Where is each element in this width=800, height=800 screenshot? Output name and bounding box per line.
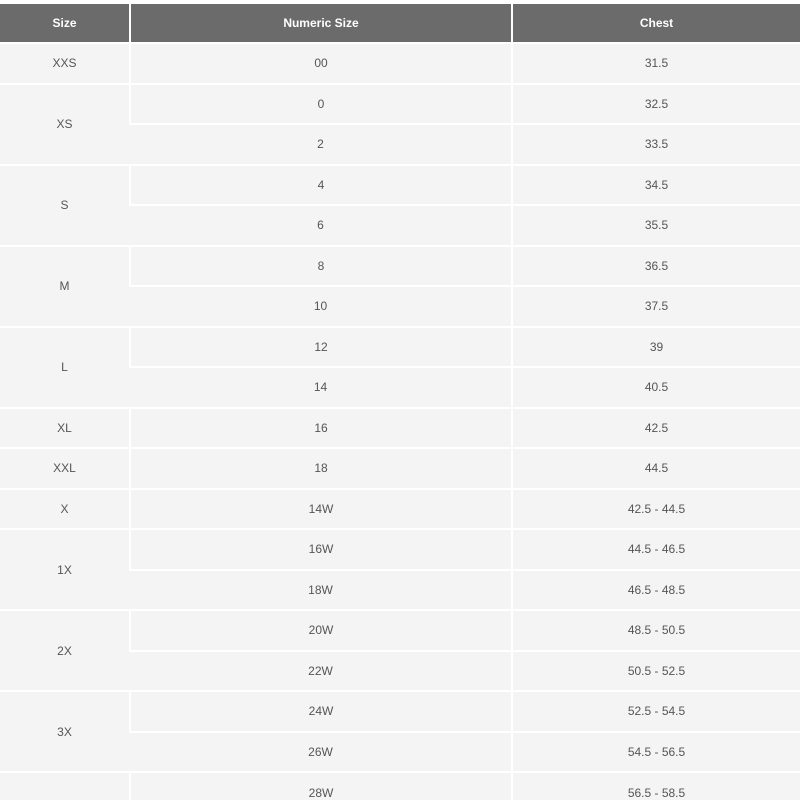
chest-cell: 34.5 xyxy=(512,165,800,206)
table-row xyxy=(0,43,800,84)
chest-cell: 48.5 - 50.5 xyxy=(512,610,800,651)
size-cell: XL xyxy=(0,408,130,449)
size-cell: S xyxy=(0,165,130,246)
numeric-size-column-header: Numeric Size xyxy=(130,2,512,43)
numeric-size-cell: 18 xyxy=(130,448,512,489)
chest-cell: 56.5 - 58.5 xyxy=(512,772,800,800)
chest-cell: 33.5 xyxy=(512,124,800,165)
size-cell: X xyxy=(0,489,130,530)
size-column-header: Size xyxy=(0,2,130,43)
size-cell xyxy=(0,772,130,800)
numeric-size-cell: 18W xyxy=(130,570,512,611)
table-row xyxy=(0,529,800,570)
chest-cell: 37.5 xyxy=(512,286,800,327)
chest-cell: 39 xyxy=(512,327,800,368)
numeric-size-cell: 12 xyxy=(130,327,512,368)
table-row xyxy=(0,84,800,125)
size-cell: 3X xyxy=(0,691,130,772)
chest-cell: 44.5 xyxy=(512,448,800,489)
numeric-size-cell: 14W xyxy=(130,489,512,530)
size-cell: L xyxy=(0,327,130,408)
numeric-size-cell: 22W xyxy=(130,651,512,692)
numeric-size-cell: 4 xyxy=(130,165,512,206)
numeric-size-cell: 20W xyxy=(130,610,512,651)
size-cell: M xyxy=(0,246,130,327)
table-row xyxy=(0,772,800,800)
numeric-size-cell: 16W xyxy=(130,529,512,570)
numeric-size-cell: 10 xyxy=(130,286,512,327)
table-row xyxy=(0,448,800,489)
chest-cell: 32.5 xyxy=(512,84,800,125)
chest-cell: 35.5 xyxy=(512,205,800,246)
chest-cell: 36.5 xyxy=(512,246,800,287)
numeric-size-cell: 0 xyxy=(130,84,512,125)
chest-column-header: Chest xyxy=(512,2,800,43)
table-header-row xyxy=(0,2,800,43)
numeric-size-cell: 16 xyxy=(130,408,512,449)
numeric-size-cell: 14 xyxy=(130,367,512,408)
numeric-size-cell: 28W xyxy=(130,772,512,800)
numeric-size-cell: 6 xyxy=(130,205,512,246)
chest-cell: 44.5 - 46.5 xyxy=(512,529,800,570)
chest-cell: 40.5 xyxy=(512,367,800,408)
numeric-size-cell: 24W xyxy=(130,691,512,732)
table-row xyxy=(0,165,800,206)
numeric-size-cell: 00 xyxy=(130,43,512,84)
chest-cell: 52.5 - 54.5 xyxy=(512,691,800,732)
chest-cell: 46.5 - 48.5 xyxy=(512,570,800,611)
chest-cell: 50.5 - 52.5 xyxy=(512,651,800,692)
chest-cell: 54.5 - 56.5 xyxy=(512,732,800,773)
numeric-size-cell: 2 xyxy=(130,124,512,165)
chest-cell: 42.5 - 44.5 xyxy=(512,489,800,530)
size-cell: 1X xyxy=(0,529,130,610)
table-row xyxy=(0,691,800,732)
size-cell: XS xyxy=(0,84,130,165)
numeric-size-cell: 26W xyxy=(130,732,512,773)
numeric-size-cell: 8 xyxy=(130,246,512,287)
table-row xyxy=(0,489,800,530)
table-row xyxy=(0,610,800,651)
table-row xyxy=(0,408,800,449)
size-cell: XXS xyxy=(0,43,130,84)
size-cell: 2X xyxy=(0,610,130,691)
size-cell: XXL xyxy=(0,448,130,489)
table-body xyxy=(0,43,800,800)
chest-cell: 31.5 xyxy=(512,43,800,84)
table-row xyxy=(0,327,800,368)
table-row xyxy=(0,246,800,287)
chest-cell: 42.5 xyxy=(512,408,800,449)
